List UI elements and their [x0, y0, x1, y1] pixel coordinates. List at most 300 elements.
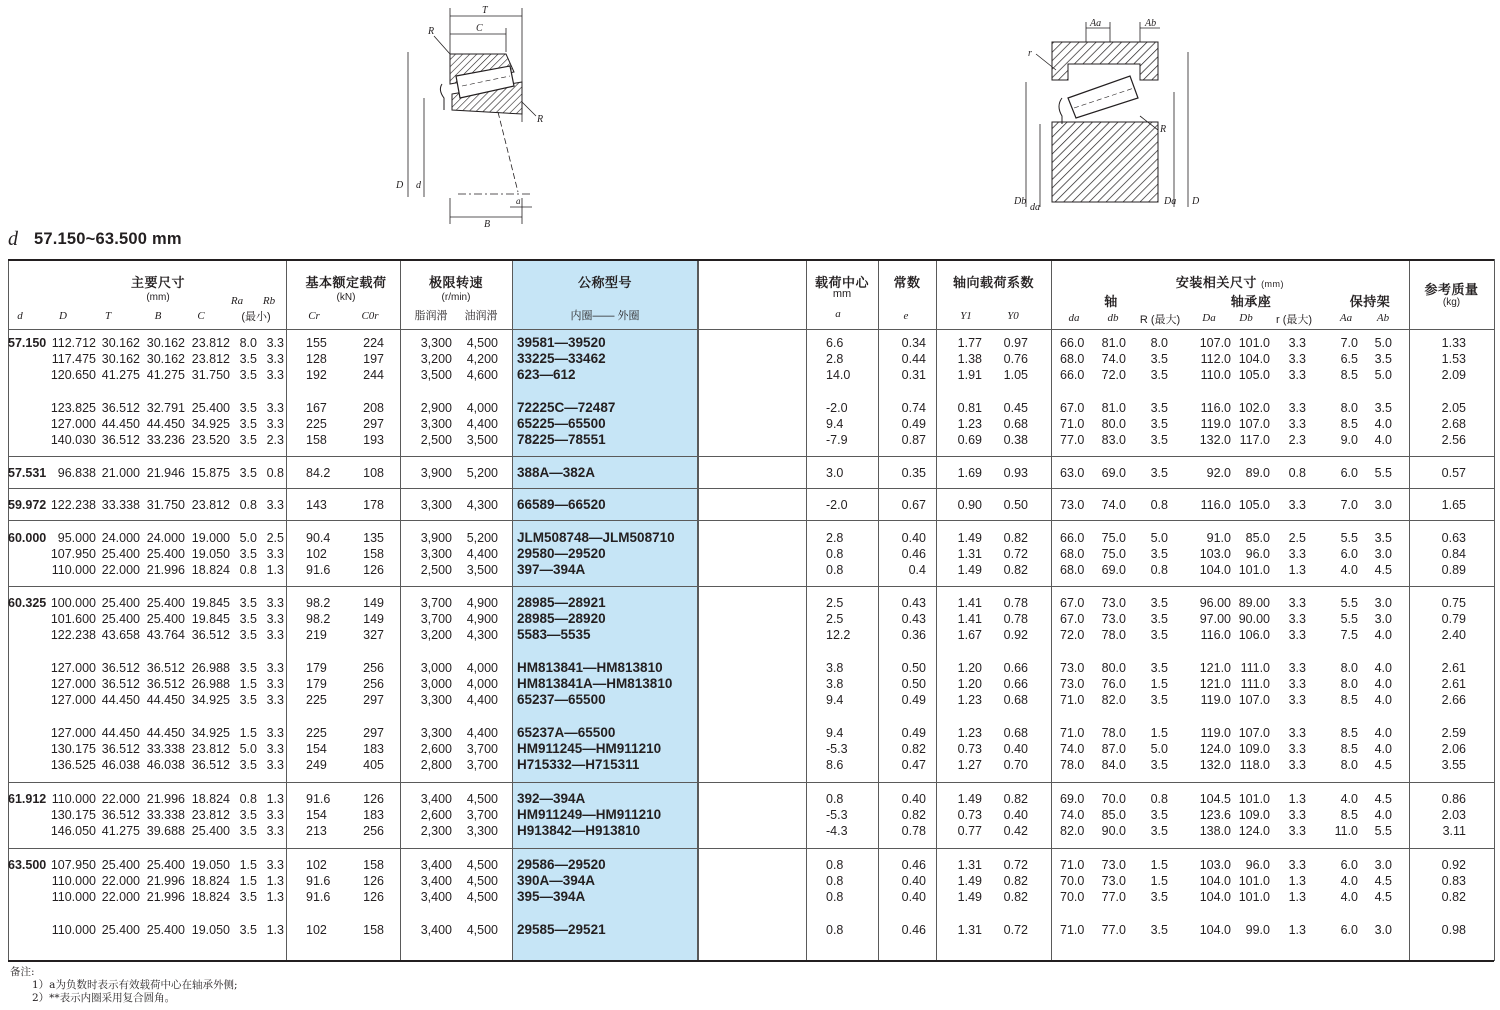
cell-y1: 1.20 [957, 661, 982, 675]
cell-g: 3,300 [420, 693, 452, 707]
cell-b: 30.162 [146, 336, 185, 350]
cell-y1: 1.27 [957, 758, 982, 772]
cell-b: 24.000 [146, 531, 185, 545]
cell-des: 78225—78551 [517, 432, 606, 447]
cell-rb: 3.3 [266, 596, 284, 610]
cell-g: 3,700 [420, 596, 452, 610]
cell-cr: 154 [306, 742, 327, 756]
cell-cr: 143 [306, 498, 327, 512]
cell-cr: 167 [306, 401, 327, 415]
cell-des: 65237A—65500 [517, 725, 616, 740]
cell-db: 84.0 [1101, 758, 1126, 772]
column-divider [698, 259, 699, 961]
cell-des: HM813841—HM813810 [517, 660, 663, 675]
cell-aa: 8.0 [1340, 758, 1358, 772]
cell-m: 2.61 [1441, 661, 1466, 675]
cell-c0r: 108 [363, 466, 384, 480]
column-divider [400, 259, 401, 961]
cell-r: 8.0 [1150, 336, 1168, 350]
dim-label-d-b: Db [1014, 196, 1027, 207]
cell-da: 69.0 [1060, 792, 1085, 806]
cell-ab: 3.0 [1374, 923, 1392, 937]
cell-db: 80.0 [1101, 417, 1126, 431]
cell-c0r: 183 [363, 808, 384, 822]
cell-c: 25.400 [191, 824, 230, 838]
cell-m: 0.83 [1441, 874, 1466, 888]
cell-aa: 6.0 [1340, 858, 1358, 872]
cell-cr: 213 [306, 824, 327, 838]
cell-db: 101.0 [1238, 336, 1270, 350]
cell-c0r: 193 [363, 433, 384, 447]
cell-m: 2.59 [1441, 726, 1466, 740]
cell-c0r: 149 [363, 612, 384, 626]
header-axial-factor: 轴向载荷系数 [952, 275, 1034, 290]
cell-o: 4,000 [466, 401, 498, 415]
cell-r: 3.3 [1288, 742, 1306, 756]
cell-m: 2.66 [1441, 693, 1466, 707]
dim-label-r-inner: R [537, 114, 544, 125]
cell-ab: 4.5 [1374, 874, 1392, 888]
cell-r: 1.5 [1150, 874, 1168, 888]
cell-da: 70.0 [1060, 874, 1085, 888]
cell-da: 74.0 [1060, 742, 1085, 756]
cell-e: 0.46 [901, 858, 926, 872]
cell-a: 2.5 [826, 612, 844, 626]
cell-d: 110.000 [51, 923, 96, 937]
cell-cr: 98.2 [306, 612, 331, 626]
cell-cr: 225 [306, 726, 327, 740]
cell-c0r: 158 [363, 858, 384, 872]
cell-y0: 0.78 [1003, 612, 1028, 626]
cell-e: 0.40 [901, 531, 926, 545]
footnote-1: 1）a为负数时表示有效载荷中心在轴承外侧; [32, 979, 238, 991]
cell-r: 3.5 [1150, 466, 1168, 480]
cell-da: 132.0 [1199, 433, 1231, 447]
cell-g: 2,500 [420, 433, 452, 447]
cell-b: 39.688 [146, 824, 185, 838]
cell-des: 72225C—72487 [517, 400, 616, 415]
cell-r: 0.8 [1288, 466, 1306, 480]
cell-d: 110.000 [51, 792, 96, 806]
cell-t: 25.400 [101, 547, 140, 561]
cell-aa: 6.5 [1340, 352, 1358, 366]
cell-b: 33.338 [146, 808, 185, 822]
cell-ra: 1.5 [239, 858, 257, 872]
cell-b: 33.236 [146, 433, 185, 447]
cell-r: 3.3 [1288, 547, 1306, 561]
header-designation-sub: 内圈—— 外圈 [570, 310, 640, 322]
cell-y1: 1.49 [957, 874, 982, 888]
cell-g: 3,400 [420, 792, 452, 806]
cell-r: 3.5 [1150, 693, 1168, 707]
cell-db: 70.0 [1101, 792, 1126, 806]
cell-da: 121.0 [1199, 661, 1231, 675]
cell-t: 44.450 [101, 726, 140, 740]
cell-r: 3.5 [1150, 824, 1168, 838]
cell-ab: 4.0 [1374, 693, 1392, 707]
cell-ra: 3.5 [239, 368, 257, 382]
cell-e: 0.40 [901, 874, 926, 888]
cell-r: 3.5 [1150, 596, 1168, 610]
cell-o: 4,200 [466, 352, 498, 366]
cell-da: 97.00 [1199, 612, 1231, 626]
cell-des: HM911249—HM911210 [517, 807, 662, 822]
cell-aa: 5.5 [1340, 531, 1358, 545]
cell-t: 22.000 [101, 563, 140, 577]
cell-da: 124.0 [1199, 742, 1231, 756]
sym-Ab: Ab [1376, 312, 1390, 324]
cell-y0: 0.66 [1003, 677, 1028, 691]
cell-t: 25.400 [101, 923, 140, 937]
cell-d: 110.000 [51, 874, 96, 888]
footnote-title: 备注: [10, 966, 35, 978]
cell-t: 44.450 [101, 693, 140, 707]
cell-rb: 3.3 [266, 612, 284, 626]
cell-a: 3.0 [826, 466, 844, 480]
cell-r: 3.3 [1288, 758, 1306, 772]
cell-aa: 7.5 [1340, 628, 1358, 642]
cell-db: 78.0 [1101, 726, 1126, 740]
cell-aa: 8.0 [1340, 677, 1358, 691]
cell-db: 76.0 [1101, 677, 1126, 691]
cell-d: 110.000 [51, 890, 96, 904]
cell-a: 2.8 [826, 531, 844, 545]
cell-o: 3,300 [466, 824, 498, 838]
cell-o: 4,900 [466, 596, 498, 610]
cell-aa: 6.0 [1340, 547, 1358, 561]
cell-r: 3.3 [1288, 628, 1306, 642]
cell-db: 74.0 [1101, 352, 1126, 366]
cell-db: 89.00 [1238, 596, 1270, 610]
cell-d: 130.175 [50, 808, 96, 822]
cell-r: 1.3 [1288, 874, 1306, 888]
cell-da: 71.0 [1060, 693, 1085, 707]
cell-db: 87.0 [1101, 742, 1126, 756]
cell-a: -2.0 [826, 498, 848, 512]
mounting-section-drawing [990, 12, 1210, 217]
header-limit-speed: 极限转速 [428, 275, 483, 290]
cell-d: 96.838 [57, 466, 96, 480]
cell-b: 25.400 [146, 547, 185, 561]
cell-y0: 0.50 [1003, 498, 1028, 512]
cell-y0: 0.82 [1003, 874, 1028, 888]
cell-db: 106.0 [1238, 628, 1270, 642]
cell-aa: 9.0 [1340, 433, 1358, 447]
cell-g: 2,300 [420, 824, 452, 838]
cell-a: 2.8 [826, 352, 844, 366]
cell-cr: 102 [306, 858, 327, 872]
cell-b: 41.275 [146, 368, 185, 382]
cell-aa: 8.5 [1340, 693, 1358, 707]
cell-b: 33.338 [146, 742, 185, 756]
cell-db: 73.0 [1101, 612, 1126, 626]
cell-d: 107.950 [50, 547, 96, 561]
cell-rb: 1.3 [266, 874, 284, 888]
column-divider [1494, 259, 1495, 961]
cell-y0: 0.82 [1003, 890, 1028, 904]
cell-m: 1.33 [1441, 336, 1466, 350]
cell-e: 0.44 [901, 352, 926, 366]
cell-d: 57.531 [8, 466, 47, 480]
cell-m: 2.05 [1441, 401, 1466, 415]
cell-c: 23.812 [191, 352, 230, 366]
cell-m: 0.79 [1441, 612, 1466, 626]
cell-y1: 0.90 [957, 498, 982, 512]
cell-da: 68.0 [1060, 547, 1085, 561]
cell-m: 0.98 [1441, 923, 1466, 937]
cell-r: 3.5 [1150, 661, 1168, 675]
cell-t: 22.000 [101, 890, 140, 904]
cell-cr: 91.6 [306, 563, 331, 577]
cell-t: 25.400 [101, 596, 140, 610]
cell-d: 101.600 [50, 612, 96, 626]
cell-des: 392—394A [517, 791, 586, 806]
cell-da: 107.0 [1199, 336, 1231, 350]
cell-ra: 1.5 [239, 874, 257, 888]
cell-ab: 4.0 [1374, 677, 1392, 691]
cell-a: 3.8 [826, 677, 844, 691]
cell-db: 85.0 [1245, 531, 1270, 545]
cell-db: 75.0 [1101, 547, 1126, 561]
header-grease: 脂润滑 [414, 310, 448, 322]
title-range: 57.150~63.500 mm [34, 229, 182, 248]
cell-b: 36.512 [146, 677, 185, 691]
cell-db: 109.0 [1238, 808, 1270, 822]
cell-a: 0.8 [826, 923, 844, 937]
cell-y1: 1.49 [957, 792, 982, 806]
cell-e: 0.40 [901, 792, 926, 806]
cell-y1: 1.41 [957, 612, 982, 626]
cell-db: 111.0 [1240, 661, 1270, 675]
header-oil: 油润滑 [464, 310, 498, 322]
sym-Rb: Rb [262, 295, 276, 307]
cell-rb: 3.3 [266, 417, 284, 431]
cell-d: 112.712 [51, 336, 96, 350]
cell-y1: 1.91 [957, 368, 982, 382]
cell-t: 41.275 [101, 368, 140, 382]
cell-rb: 3.3 [266, 498, 284, 512]
cell-m: 0.82 [1441, 890, 1466, 904]
cell-a: 9.4 [826, 417, 844, 431]
cell-y1: 1.23 [957, 417, 982, 431]
cell-da: 104.0 [1199, 874, 1231, 888]
cell-o: 4,400 [466, 547, 498, 561]
cell-a: 9.4 [826, 726, 844, 740]
cell-c: 15.875 [191, 466, 230, 480]
column-divider [1051, 259, 1052, 961]
cell-r: 3.3 [1288, 808, 1306, 822]
cell-des: 395—394A [517, 889, 586, 904]
cell-m: 1.53 [1441, 352, 1466, 366]
cell-rb: 1.3 [266, 890, 284, 904]
cell-da: 112.0 [1200, 352, 1231, 366]
cell-r: 3.3 [1288, 401, 1306, 415]
cell-des: 29580—29520 [517, 546, 606, 561]
cell-ra: 3.5 [239, 923, 257, 937]
cell-db: 101.0 [1238, 563, 1270, 577]
cell-des: 28985—28920 [517, 611, 606, 626]
cell-o: 4,000 [466, 677, 498, 691]
cell-m: 2.68 [1441, 417, 1466, 431]
cell-g: 3,300 [420, 547, 452, 561]
cell-a: 12.2 [826, 628, 851, 642]
cell-g: 3,700 [420, 612, 452, 626]
cell-t: 36.512 [101, 677, 140, 691]
cell-ab: 5.0 [1374, 368, 1392, 382]
cell-o: 4,500 [466, 858, 498, 872]
sym-a: a [835, 308, 841, 320]
sym-min: (最小) [241, 311, 271, 323]
cell-rb: 3.3 [266, 824, 284, 838]
cell-aa: 8.5 [1340, 417, 1358, 431]
cell-e: 0.67 [901, 498, 926, 512]
cell-da: 66.0 [1060, 531, 1085, 545]
row-divider [8, 456, 1494, 457]
sym-r-max: r (最大) [1275, 314, 1313, 326]
cell-db: 80.0 [1101, 661, 1126, 675]
cell-d: 127.000 [50, 693, 96, 707]
cell-g: 2,800 [420, 758, 452, 772]
cell-e: 0.34 [901, 336, 926, 350]
row-divider [8, 960, 1494, 962]
cell-y0: 0.40 [1003, 742, 1028, 756]
cell-rb: 3.3 [266, 808, 284, 822]
cell-y0: 0.70 [1003, 758, 1028, 772]
sym-Y1: Y1 [960, 310, 972, 322]
cell-g: 3,300 [420, 336, 452, 350]
cell-b: 44.450 [146, 417, 185, 431]
cell-da: 74.0 [1060, 808, 1085, 822]
cell-e: 0.50 [901, 661, 926, 675]
cell-c0r: 149 [363, 596, 384, 610]
cell-m: 0.57 [1441, 466, 1466, 480]
cell-rb: 0.8 [266, 466, 284, 480]
cell-e: 0.43 [901, 612, 926, 626]
cell-o: 4,400 [466, 726, 498, 740]
cell-r: 1.3 [1288, 563, 1306, 577]
cell-e: 0.78 [901, 824, 926, 838]
cell-aa: 4.0 [1340, 563, 1358, 577]
cell-g: 2,500 [420, 563, 452, 577]
cell-g: 2,600 [420, 742, 452, 756]
cell-db: 101.0 [1238, 874, 1270, 888]
cell-b: 25.400 [146, 596, 185, 610]
cell-c: 26.988 [191, 661, 230, 675]
cell-ra: 5.0 [239, 742, 257, 756]
cell-y0: 0.72 [1003, 923, 1028, 937]
cell-c0r: 244 [363, 368, 384, 382]
cell-b: 25.400 [146, 923, 185, 937]
cell-da: 119.0 [1200, 417, 1231, 431]
cell-g: 3,400 [420, 923, 452, 937]
header-mass: 参考质量 [1424, 282, 1479, 297]
cell-c0r: 135 [363, 531, 384, 545]
cell-des: JLM508748—JLM508710 [517, 530, 675, 545]
cell-ra: 3.5 [239, 596, 257, 610]
cell-o: 4,300 [466, 628, 498, 642]
cell-g: 2,600 [420, 808, 452, 822]
cell-c: 19.050 [191, 547, 230, 561]
cell-aa: 8.5 [1340, 368, 1358, 382]
cell-ab: 4.0 [1374, 628, 1392, 642]
cell-a: 0.8 [826, 547, 844, 561]
cell-db: 90.0 [1101, 824, 1126, 838]
cell-c0r: 126 [363, 890, 384, 904]
cell-des: HM911245—HM911210 [517, 741, 662, 756]
dim-label-r-outer: R [428, 26, 435, 37]
dim-label-r-large: R [1160, 124, 1167, 135]
title-symbol: d [8, 227, 18, 250]
cell-t: 43.658 [101, 628, 140, 642]
cell-m: 0.86 [1441, 792, 1466, 806]
cell-cr: 158 [306, 433, 327, 447]
row-divider [8, 259, 1494, 261]
cell-c: 25.400 [191, 401, 230, 415]
cell-ra: 0.8 [239, 792, 257, 806]
cell-db: 81.0 [1101, 401, 1126, 415]
cell-da: 66.0 [1060, 368, 1085, 382]
cell-c0r: 256 [363, 661, 384, 675]
cell-db: 99.0 [1245, 923, 1270, 937]
cell-da: 77.0 [1060, 433, 1085, 447]
cell-da: 121.0 [1199, 677, 1231, 691]
cell-g: 3,200 [420, 628, 452, 642]
dim-label-c: C [476, 23, 483, 34]
cell-y1: 0.73 [957, 742, 982, 756]
cell-g: 3,300 [420, 417, 452, 431]
sym-db: db [1107, 312, 1119, 324]
cell-c0r: 297 [363, 417, 384, 431]
cell-db: 117.0 [1239, 433, 1270, 447]
cell-rb: 3.3 [266, 336, 284, 350]
cell-g: 3,300 [420, 726, 452, 740]
cell-m: 3.11 [1442, 824, 1466, 838]
cell-t: 25.400 [101, 612, 140, 626]
cell-db: 77.0 [1101, 923, 1126, 937]
cell-ab: 3.0 [1374, 596, 1392, 610]
cell-e: 0.82 [901, 808, 926, 822]
cell-y0: 0.82 [1003, 792, 1028, 806]
cell-g: 3,400 [420, 890, 452, 904]
cell-db: 82.0 [1101, 693, 1126, 707]
cell-aa: 8.5 [1340, 742, 1358, 756]
cell-d: 100.000 [50, 596, 96, 610]
dim-label-a: a [516, 196, 521, 206]
cell-des: 65225—65500 [517, 416, 606, 431]
cell-t: 46.038 [101, 758, 140, 772]
cell-c: 34.925 [191, 726, 230, 740]
cell-r: 3.5 [1150, 808, 1168, 822]
cell-a: 6.6 [826, 336, 844, 350]
cell-rb: 1.3 [266, 923, 284, 937]
sym-T: T [104, 310, 112, 322]
cell-db: 74.0 [1101, 498, 1126, 512]
cell-da: 138.0 [1199, 824, 1231, 838]
header-mounting-unit: (mm) [1261, 279, 1285, 289]
header-mounting [1051, 272, 1409, 291]
cell-m: 1.65 [1441, 498, 1466, 512]
cell-d: 122.238 [50, 498, 96, 512]
cell-aa: 11.0 [1334, 824, 1358, 838]
cell-a: -4.3 [826, 824, 848, 838]
cell-db: 124.0 [1238, 824, 1270, 838]
cell-e: 0.49 [901, 726, 926, 740]
cell-a: 3.8 [826, 661, 844, 675]
cell-r: 1.5 [1150, 858, 1168, 872]
cell-db: 89.0 [1245, 466, 1270, 480]
cell-ra: 3.5 [239, 401, 257, 415]
cell-o: 4,500 [466, 792, 498, 806]
